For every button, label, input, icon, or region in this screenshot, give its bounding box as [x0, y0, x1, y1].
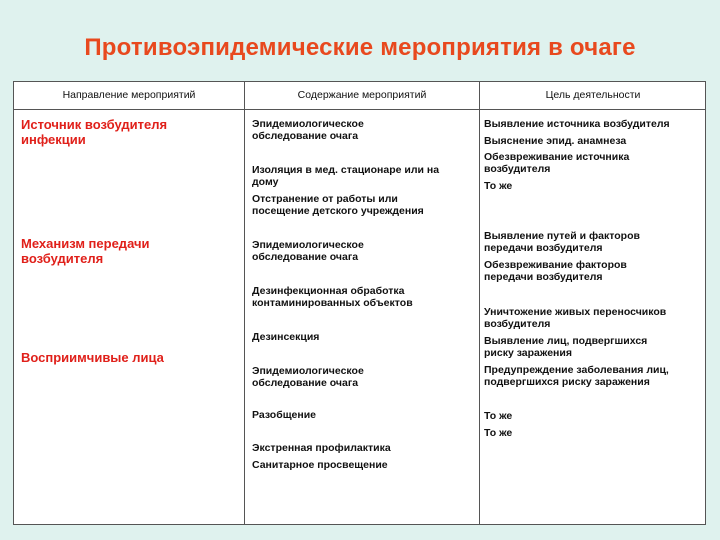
content-line: Изоляция в мед. стационаре или на [252, 164, 440, 176]
header-direction: Направление мероприятий [62, 89, 196, 101]
goal-line: Выявление источника возбудителя [484, 118, 670, 130]
goal-line: То же [484, 180, 513, 192]
page-title: Противоэпидемические мероприятия в очаге [84, 34, 636, 61]
content-line: Эпидемиологическое [252, 118, 364, 130]
content-line: контаминированных объектов [252, 297, 413, 309]
content-line: Эпидемиологическое [252, 239, 364, 251]
column-divider-1 [244, 82, 245, 524]
goal-line: Обезвреживание факторов [484, 259, 627, 271]
goal-line: возбудителя [484, 318, 551, 330]
content-line: обследование очага [252, 130, 359, 142]
goal-line: подвергшихся риску заражения [484, 376, 650, 388]
direction-mechanism-line1: Механизм передачи [21, 236, 150, 251]
goal-line: риску заражения [484, 347, 572, 359]
header-content: Содержание мероприятий [297, 89, 427, 101]
header-divider [14, 109, 705, 110]
direction-source-line2: инфекции [21, 132, 86, 147]
content-line: Экстренная профилактика [252, 442, 391, 454]
content-line: обследование очага [252, 377, 359, 389]
goal-line: То же [484, 410, 513, 422]
direction-susceptible: Восприимчивые лица [21, 350, 164, 365]
content-line: Дезинсекция [252, 331, 320, 343]
goal-line: Выявление лиц, подвергшихся [484, 335, 648, 347]
goal-line: возбудителя [484, 163, 551, 175]
goal-line: Уничтожение живых переносчиков [484, 306, 667, 318]
goal-line: передачи возбудителя [484, 242, 603, 254]
goal-line: Обезвреживание источника [484, 151, 630, 163]
goal-line: Выявление путей и факторов [484, 230, 640, 242]
content-line: обследование очага [252, 251, 359, 263]
goal-line: То же [484, 427, 513, 439]
goal-line: передачи возбудителя [484, 271, 603, 283]
content-line: Санитарное просвещение [252, 459, 388, 471]
content-line: посещение детского учреждения [252, 205, 424, 217]
content-line: Отстранение от работы или [252, 193, 398, 205]
goal-line: Предупреждение заболевания лиц, [484, 364, 669, 376]
direction-source-line1: Источник возбудителя [21, 117, 168, 132]
goal-line: Выяснение эпид. анамнеза [484, 135, 627, 147]
content-line: Дезинфекционная обработка [252, 285, 405, 297]
content-line: Эпидемиологическое [252, 365, 364, 377]
content-line: Разобщение [252, 409, 317, 421]
measures-table [13, 81, 706, 525]
direction-mechanism-line2: возбудителя [21, 251, 104, 266]
header-goal: Цель деятельности [545, 89, 641, 101]
column-divider-2 [479, 82, 480, 524]
content-line: дому [252, 176, 279, 188]
